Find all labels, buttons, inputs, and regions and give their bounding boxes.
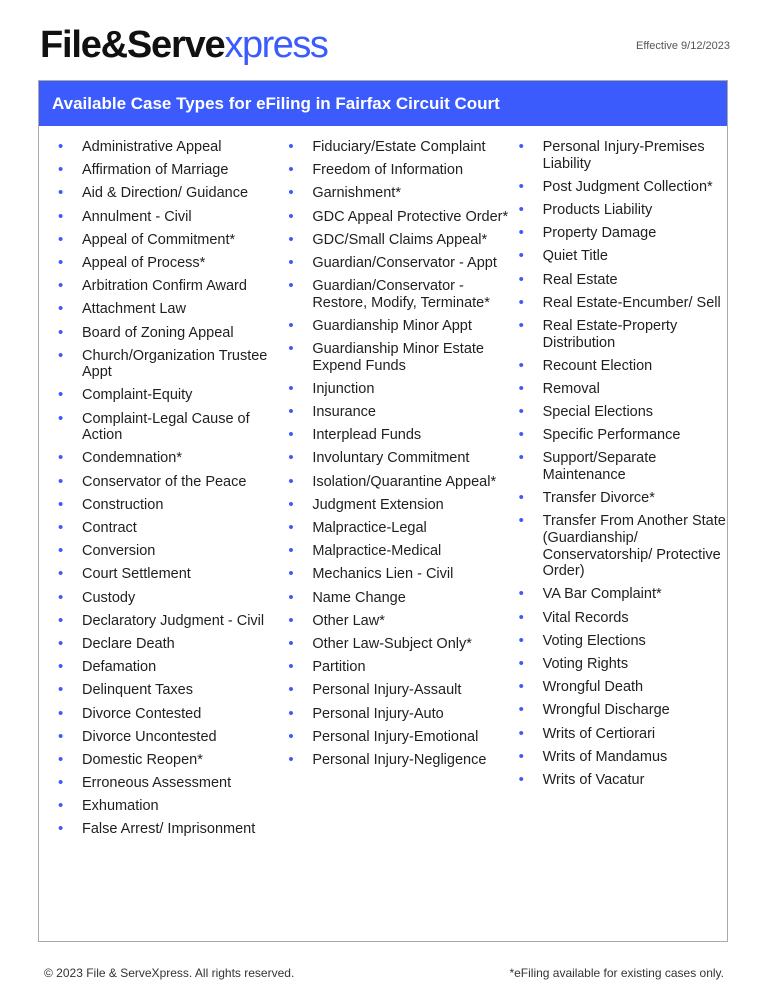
case-type-item: • Other Law-Subject Only* [286, 636, 516, 653]
case-type-item: • Property Damage [517, 225, 727, 242]
case-type-item: • Declare Death [56, 636, 286, 653]
logo-text-primary: File&Serve [40, 24, 225, 66]
case-type-item: • Garnishment* [286, 185, 516, 202]
case-types-column-3 [517, 139, 727, 845]
case-type-item: • Court Settlement [56, 566, 286, 583]
case-type-item: • Affirmation of Marriage [56, 162, 286, 179]
case-type-item: • Construction [56, 497, 286, 514]
case-type-item: • Condemnation* [56, 450, 286, 467]
case-types-column-2 [286, 139, 516, 845]
case-type-item: • Guardian/Conservator - Appt [286, 255, 516, 272]
case-types-panel [38, 80, 728, 942]
case-type-item: • Real Estate-Property Distribution [517, 318, 727, 351]
effective-date: Effective 9/12/2023 [636, 40, 730, 52]
case-type-item: • Involuntary Commitment [286, 450, 516, 467]
case-type-item: • Domestic Reopen* [56, 752, 286, 769]
case-type-item: • Insurance [286, 404, 516, 421]
case-type-item: • Personal Injury-Emotional [286, 729, 516, 746]
case-type-item: • Real Estate [517, 272, 727, 289]
case-type-item: • Judgment Extension [286, 497, 516, 514]
case-type-item: • Isolation/Quarantine Appeal* [286, 474, 516, 491]
case-type-item: • Other Law* [286, 613, 516, 630]
case-type-item: • Board of Zoning Appeal [56, 325, 286, 342]
case-type-item: • Malpractice-Legal [286, 520, 516, 537]
case-type-item: • Guardianship Minor Appt [286, 318, 516, 335]
case-type-item: • Attachment Law [56, 301, 286, 318]
case-type-item: • Specific Performance [517, 427, 727, 444]
case-type-item: • Erroneous Assessment [56, 775, 286, 792]
case-type-item: • Voting Elections [517, 633, 727, 650]
case-type-item: • Real Estate-Encumber/ Sell [517, 295, 727, 312]
case-type-item: • Conversion [56, 543, 286, 560]
case-type-item: • Injunction [286, 381, 516, 398]
case-type-item: • Exhumation [56, 798, 286, 815]
case-type-item: • Personal Injury-Auto [286, 706, 516, 723]
case-type-item: • Wrongful Death [517, 679, 727, 696]
case-type-item: • Support/Separate Maintenance [517, 450, 727, 483]
case-type-item: • Guardianship Minor Estate Expend Funds [286, 341, 516, 374]
case-type-item: • Special Elections [517, 404, 727, 421]
case-type-item: • Declaratory Judgment - Civil [56, 613, 286, 630]
case-type-item: • Products Liability [517, 202, 727, 219]
logo-text-accent: xpress [224, 24, 328, 66]
case-type-item: • Delinquent Taxes [56, 682, 286, 699]
case-type-item: • Removal [517, 381, 727, 398]
case-type-item: • Complaint-Legal Cause of Action [56, 411, 286, 444]
case-type-item: • Malpractice-Medical [286, 543, 516, 560]
case-types-column-1 [39, 139, 286, 845]
case-type-item: • Divorce Uncontested [56, 729, 286, 746]
case-type-item: • Writs of Mandamus [517, 749, 727, 766]
case-type-item: • Annulment - Civil [56, 209, 286, 226]
case-type-item: • Arbitration Confirm Award [56, 278, 286, 295]
footer-copyright: © 2023 File & ServeXpress. All rights reserved. [44, 966, 295, 980]
case-type-item: • Appeal of Process* [56, 255, 286, 272]
footer-note: *eFiling available for existing cases only. [509, 966, 724, 980]
case-type-item: • Appeal of Commitment* [56, 232, 286, 249]
case-type-item: • Interplead Funds [286, 427, 516, 444]
case-type-item: • Partition [286, 659, 516, 676]
case-type-item: • Recount Election [517, 358, 727, 375]
panel-title: Available Case Types for eFiling in Fairfax Circuit Court [39, 81, 727, 126]
case-types-columns [39, 139, 727, 845]
case-type-item: • GDC Appeal Protective Order* [286, 209, 516, 226]
case-type-item: • Custody [56, 590, 286, 607]
case-type-item: • Quiet Title [517, 248, 727, 265]
case-type-item: • Transfer Divorce* [517, 490, 727, 507]
case-type-item: • Administrative Appeal [56, 139, 286, 156]
case-type-item: • Church/Organization Trustee Appt [56, 348, 286, 381]
case-type-item: • Divorce Contested [56, 706, 286, 723]
case-type-item: • Defamation [56, 659, 286, 676]
case-type-item: • Writs of Vacatur [517, 772, 727, 789]
case-type-item: • Name Change [286, 590, 516, 607]
case-type-item: • Personal Injury-Premises Liability [517, 139, 727, 172]
case-type-item: • VA Bar Complaint* [517, 586, 727, 603]
case-type-item: • Voting Rights [517, 656, 727, 673]
case-type-item: • Guardian/Conservator - Restore, Modify, Terminate* [286, 278, 516, 311]
case-type-item: • Transfer From Another State (Guardianship/ Conservatorship/ Protective Order) [517, 513, 727, 579]
case-type-item: • GDC/Small Claims Appeal* [286, 232, 516, 249]
case-type-item: • False Arrest/ Imprisonment [56, 821, 286, 838]
case-type-item: • Wrongful Discharge [517, 702, 727, 719]
brand-logo [40, 22, 327, 68]
case-type-item: • Conservator of the Peace [56, 474, 286, 491]
case-type-item: • Personal Injury-Assault [286, 682, 516, 699]
case-type-item: • Fiduciary/Estate Complaint [286, 139, 516, 156]
case-type-item: • Mechanics Lien - Civil [286, 566, 516, 583]
case-type-item: • Writs of Certiorari [517, 726, 727, 743]
case-type-item: • Vital Records [517, 610, 727, 627]
case-type-item: • Personal Injury-Negligence [286, 752, 516, 769]
case-type-item: • Post Judgment Collection* [517, 179, 727, 196]
case-type-item: • Aid & Direction/ Guidance [56, 185, 286, 202]
case-type-item: • Complaint-Equity [56, 387, 286, 404]
case-type-item: • Contract [56, 520, 286, 537]
case-type-item: • Freedom of Information [286, 162, 516, 179]
